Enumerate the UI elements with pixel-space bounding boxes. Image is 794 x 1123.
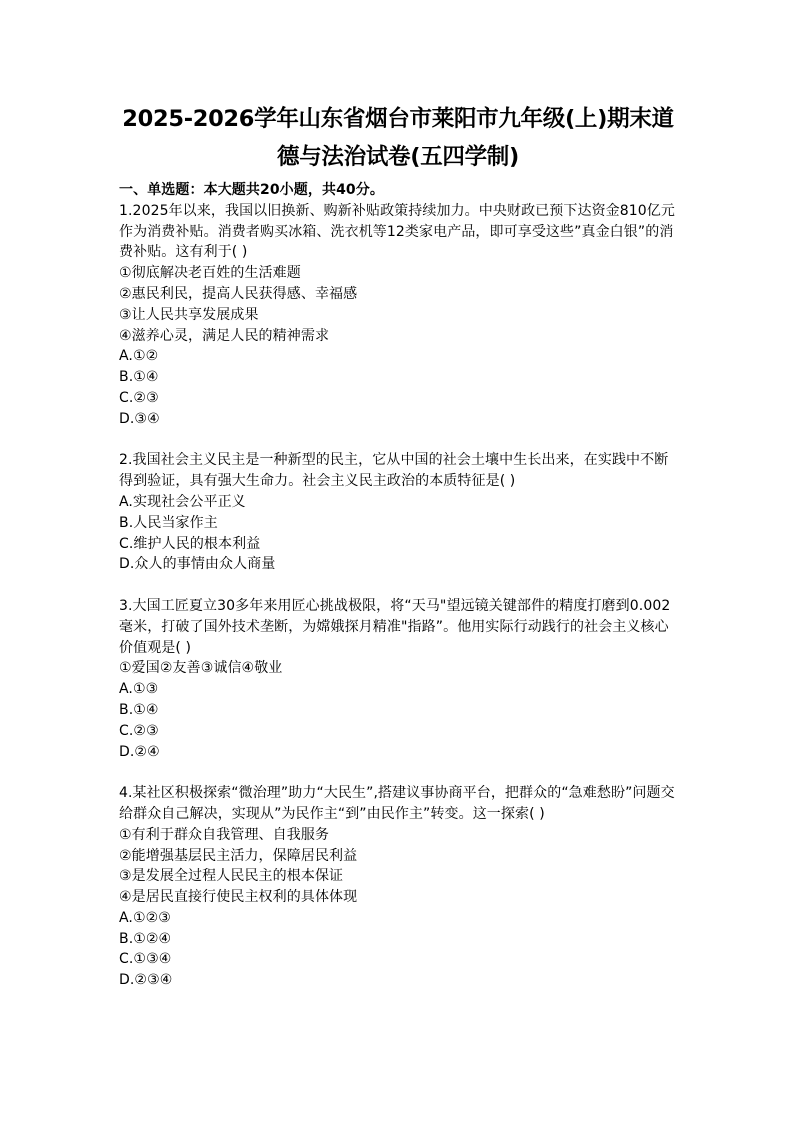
statement-option: ③让人民共享发展成果 (119, 306, 259, 323)
statement-option: ②惠民利民，提高人民获得感、幸福感 (119, 285, 358, 302)
statement-option: ②能增强基层民主活力，保障居民利益 (119, 847, 358, 864)
answer-choice-d: D.②④ (119, 743, 160, 760)
statement-option: ①彻底解决老百姓的生活难题 (119, 265, 301, 282)
answer-choice-c: C.①③④ (119, 951, 172, 968)
statement-option: ④滋养心灵，满足人民的精神需求 (119, 327, 330, 344)
answer-choice-a: A.①②③ (119, 909, 171, 926)
statement-option: ④是居民直接行使民主权利的具体体现 (119, 889, 358, 906)
answer-choice-c: C.②③ (119, 722, 159, 739)
question-1 (119, 201, 679, 430)
answer-choice-a: A.①③ (119, 681, 159, 698)
statement-option: ③是发展全过程人民民主的根本保证 (119, 868, 344, 885)
question-2 (119, 450, 679, 575)
exam-content (119, 180, 679, 1012)
answer-choice-b: B.①④ (119, 701, 159, 718)
answer-choice-d: D.②③④ (119, 972, 173, 989)
answer-choice-b: B.①④ (119, 369, 159, 386)
page-title (118, 100, 678, 176)
title-line-2: 德与法治试卷(五四学制) (277, 144, 519, 170)
answer-choice-a: A.①② (119, 348, 159, 365)
statement-option: ①爱国②友善③诚信④敬业 (119, 660, 283, 677)
question-3 (119, 596, 679, 762)
question-stem: 4.某社区积极探索“微治理”助力“大民生”,搭建议事协商平台，把群众的“急难愁盼”问题交给群众自己解决，实现从”为民作主“到”由民作主”转变。这一探索( ) (119, 785, 675, 822)
title-line-1: 2025-2026学年山东省烟台市莱阳市九年级(上)期末道 (122, 106, 674, 132)
statement-option: ①有利于群众自我管理、自我服务 (119, 826, 330, 843)
question-stem: 1.2025年以来，我国以旧换新、购新补贴政策持续加力。中央财政已预下达资金810亿元作为消费补贴。消费者购买冰箱、洗衣机等12类家电产品，即可享受这些”真金白银”的消费补贴。这有利于( ) (119, 202, 676, 261)
answer-choice-a: A.实现社会公平正义 (119, 493, 246, 510)
question-4 (119, 783, 679, 991)
answer-choice-b: B.人民当家作主 (119, 514, 218, 531)
question-stem: 3.大国工匠夏立30多年来用匠心挑战极限，将“天马"望远镜关键部件的精度打磨到0.002毫米，打破了国外技术垄断，为嫦娥探月精准"指路”。他用实际行动践行的社会主义核心价值观是( ) (119, 597, 671, 656)
section-header: 一、单选题：本大题共20小题，共40分。 (119, 182, 384, 198)
answer-choice-d: D.③④ (119, 410, 160, 427)
question-stem: 2.我国社会主义民主是一种新型的民主，它从中国的社会土壤中生长出来，在实践中不断得到验证，具有强大生命力。社会主义民主政治的本质特征是( ) (119, 452, 669, 490)
answer-choice-c: C.维护人民的根本利益 (119, 535, 261, 552)
answer-choice-c: C.②③ (119, 389, 159, 406)
answer-choice-b: B.①②④ (119, 930, 172, 947)
answer-choice-d: D.众人的事情由众人商量 (119, 556, 276, 573)
